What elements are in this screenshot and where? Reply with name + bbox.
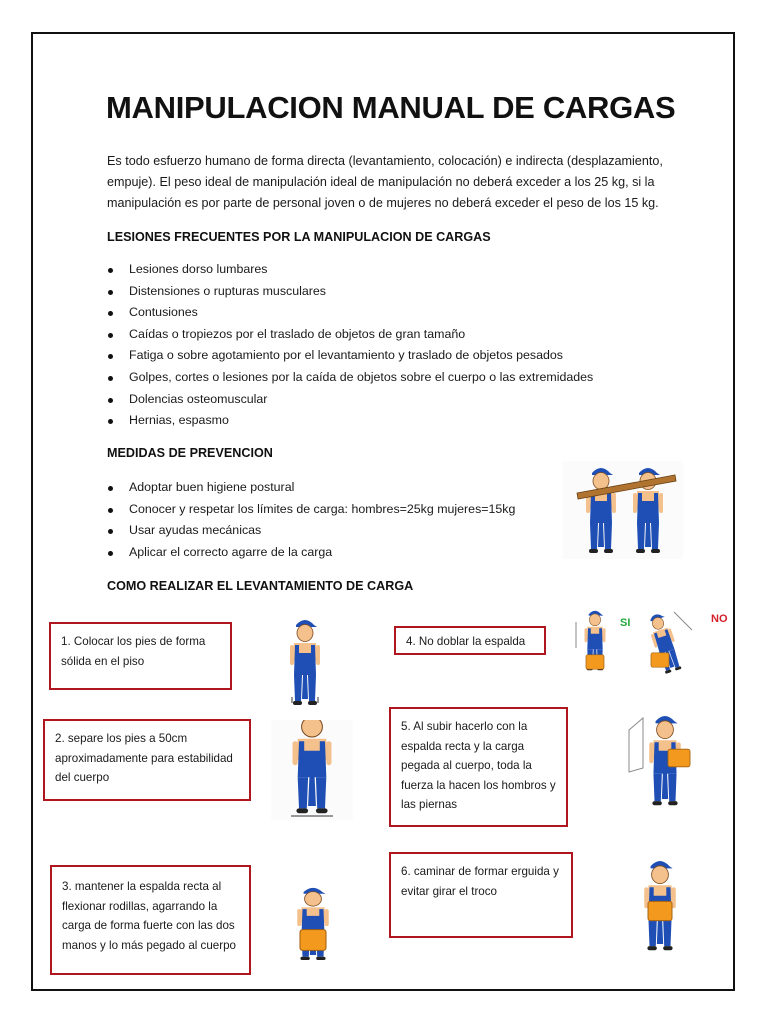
- worker-walking-box-icon: [630, 855, 690, 955]
- list-item: Usar ayudas mecánicas: [107, 520, 515, 542]
- step-6-box: 6. caminar de formar erguida y evitar girar el troco: [389, 852, 573, 938]
- medidas-heading: MEDIDAS DE PREVENCION: [107, 446, 273, 460]
- list-item: Hernias, espasmo: [107, 410, 593, 432]
- list-item: Fatiga o sobre agotamiento por el levantamiento y traslado de objetos pesados: [107, 345, 593, 367]
- intro-paragraph: Es todo esfuerzo humano de forma directa (levantamiento, colocación) e indirecta (desplazamiento, empuje). El peso ideal de manipulación ideal de manipulación no deberá exceder a los 25 kg, si la manipulación es por parte de personal joven o de mujeres no deberá exceder el peso de los 15 kg.: [107, 154, 663, 210]
- list-item: Distensiones o rupturas musculares: [107, 281, 593, 303]
- list-item: Conocer y respetar los límites de carga: hombres=25kg mujeres=15kg: [107, 499, 515, 521]
- step-4-box: 4. No doblar la espalda: [394, 626, 546, 655]
- list-item: Dolencias osteomuscular: [107, 389, 593, 411]
- list-item: Caídas o tropiezos por el traslado de objetos de gran tamaño: [107, 324, 593, 346]
- worker-carrying-plank-icon: [563, 461, 683, 559]
- worker-feet-apart-icon: [271, 720, 353, 820]
- worker-standing-icon: [280, 615, 330, 705]
- list-item: Contusiones: [107, 302, 593, 324]
- page-title: MANIPULACION MANUAL DE CARGAS: [106, 90, 676, 125]
- step-2-box: 2. separe los pies a 50cm aproximadamente para estabilidad del cuerpo: [43, 719, 251, 801]
- lesiones-list: [107, 259, 593, 432]
- worker-squatting-icon: [283, 878, 343, 960]
- list-item: Aplicar el correcto agarre de la carga: [107, 542, 515, 564]
- list-item: Golpes, cortes o lesiones por la caída de objetos sobre el cuerpo o las extremidades: [107, 367, 593, 389]
- worker-posture-comparison-icon: [568, 608, 718, 680]
- step-1-box: 1. Colocar los pies de forma sólida en el piso: [49, 622, 232, 690]
- levantamiento-heading: COMO REALIZAR EL LEVANTAMIENTO DE CARGA: [107, 579, 414, 593]
- no-label: NO: [711, 613, 728, 625]
- worker-lifting-box-icon: [625, 708, 695, 810]
- si-label: SI: [620, 617, 631, 629]
- lesiones-heading: LESIONES FRECUENTES POR LA MANIPULACION DE CARGAS: [107, 230, 491, 244]
- list-item: Lesiones dorso lumbares: [107, 259, 593, 281]
- step-5-box: 5. Al subir hacerlo con la espalda recta y la carga pegada al cuerpo, toda la fuerza la hacen los hombros y las piernas: [389, 707, 568, 827]
- medidas-list: [107, 477, 515, 563]
- step-3-box: 3. mantener la espalda recta al flexionar rodillas, agarrando la carga de forma fuerte con las dos manos y lo más pegado al cuerpo: [50, 865, 251, 975]
- list-item: Adoptar buen higiene postural: [107, 477, 515, 499]
